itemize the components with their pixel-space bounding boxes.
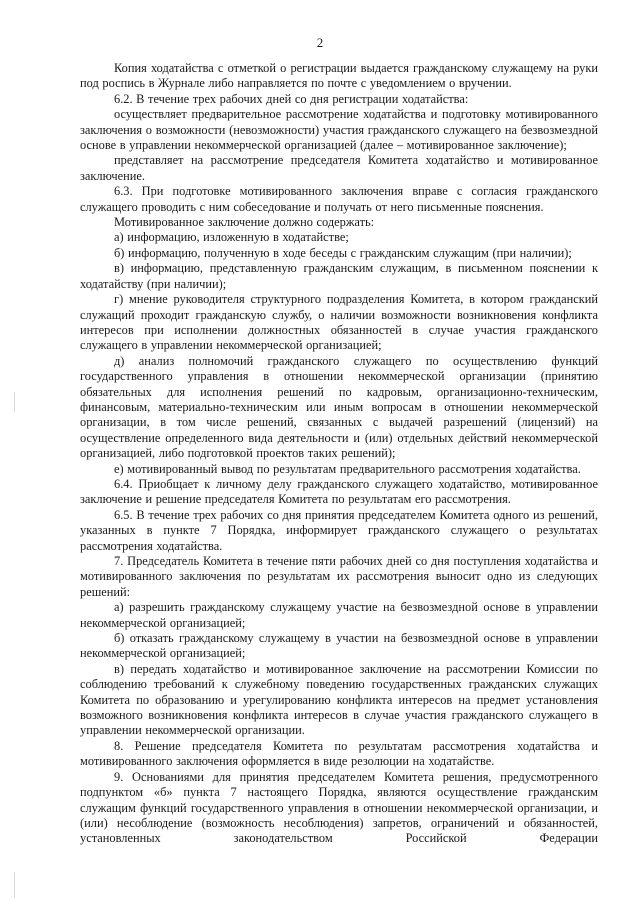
paragraph-copy-issued: Копия ходатайства с отметкой о регистрации выдается гражданскому служащему на руки под роспись в Журнале либо направляется по почте с уведомлением о вручении. bbox=[80, 61, 598, 91]
paragraph-6-4: 6.4. Приобщает к личному делу гражданского служащего ходатайство, мотивированное заключение и решение председателя Комитета по результатам его рассмотрения. bbox=[80, 476, 598, 507]
document-body bbox=[80, 61, 598, 847]
paragraph-item-a: а) информацию, изложенную в ходатайстве; bbox=[114, 230, 349, 245]
paragraph-item-e: е) мотивированный вывод по результатам предварительного рассмотрения ходатайства. bbox=[114, 461, 581, 476]
paragraph-conclusion-contents: Мотивированное заключение должно содержать: bbox=[114, 215, 375, 230]
paragraph-7-item-b: б) отказать гражданскому служащему в участии на безвозмездной основе в управлении некоммерческой организацией; bbox=[80, 631, 598, 661]
paragraph-6-2: 6.2. В течение трех рабочих дней со дня регистрации ходатайства: bbox=[114, 91, 469, 106]
paragraph-6-2-item-submit: представляет на рассмотрение председателя Комитета ходатайство и мотивированное заключение. bbox=[80, 153, 598, 183]
paragraph-item-g: г) мнение руководителя структурного подразделения Комитета, в котором гражданский служащий проходит гражданскую службу, о наличии возможности возникновения конфликта интересов при исполнении должностных обязанностей в случае участия гражданского служащего в управлении некоммерческой организацией; bbox=[80, 292, 598, 353]
paragraph-6-2-item-review: осуществляет предварительное рассмотрение ходатайства и подготовку мотивированного заключения о возможности (невозможности) участия гражданского служащего на безвозмездной основе в управлении некоммерческой организацией (далее – мотивированное заключение); bbox=[80, 107, 598, 153]
paragraph-8: 8. Решение председателя Комитета по результатам рассмотрения ходатайства и мотивированного заключения оформляется в виде резолюции на ходатайстве. bbox=[80, 738, 598, 769]
scan-margin-mark bbox=[14, 392, 15, 412]
paragraph-7: 7. Председатель Комитета в течение пяти рабочих дней со дня поступления ходатайства и мотивированного заключения по результатам их рассмотрения выносит одно из следующих решений: bbox=[80, 554, 598, 599]
scan-margin-mark bbox=[14, 872, 15, 898]
page-number: 2 bbox=[316, 35, 324, 50]
paragraph-item-v: в) информацию, представленную гражданским служащим, в письменном пояснении к ходатайству (при наличии); bbox=[80, 261, 598, 291]
paragraph-item-b: б) информацию, полученную в ходе беседы с гражданским служащим (при наличии); bbox=[114, 245, 572, 260]
paragraph-7-item-a: а) разрешить гражданскому служащему участие на безвозмездной основе в управлении некоммерческой организацией; bbox=[80, 600, 598, 630]
paragraph-6-5: 6.5. В течение трех рабочих со дня принятия председателем Комитета одного из решений, указанных в пункте 7 Порядка, информирует гражданского служащего о результатах рассмотрения ходатайства. bbox=[80, 507, 598, 553]
paragraph-9: 9. Основаниями для принятия председателем Комитета решения, предусмотренного подпунктом «б» пункта 7 настоящего Порядка, являются осуществление гражданским служащим функций государственного управления в отношении некоммерческой организации, и (или) несоблюдение (возможность несоблюдения) запретов, ограничений и обязанностей, установленных законодательством Российской Федерации bbox=[80, 769, 598, 846]
paragraph-6-3: 6.3. При подготовке мотивированного заключения вправе с согласия гражданского служащего проводить с ним собеседование и получать от него письменные пояснения. bbox=[80, 184, 598, 214]
paragraph-7-item-v: в) передать ходатайство и мотивированное заключение на рассмотрении Комиссии по соблюдению требований к служебному поведению государственных гражданских служащих Комитета по образованию и урегулированию конфликта интересов на предмет установления возможного возникновения конфликта интересов в случае участия гражданского служащего в управлении некоммерческой организации. bbox=[80, 661, 598, 738]
paragraph-item-d: д) анализ полномочий гражданского служащего по осуществлению функций государственного управления в отношении некоммерческой организации (принятию обязательных для исполнения решений по кадровым, организационно-техническим, финансовым, материально-техническим или иным вопросам в отношении некоммерческой организации, в том числе решений, связанных с выдачей разрешений (лицензий) на осуществление определенного вида деятельности и (или) отдельных действий некоммерческой организацией, либо подготовкой проектов таких решений); bbox=[80, 353, 598, 461]
